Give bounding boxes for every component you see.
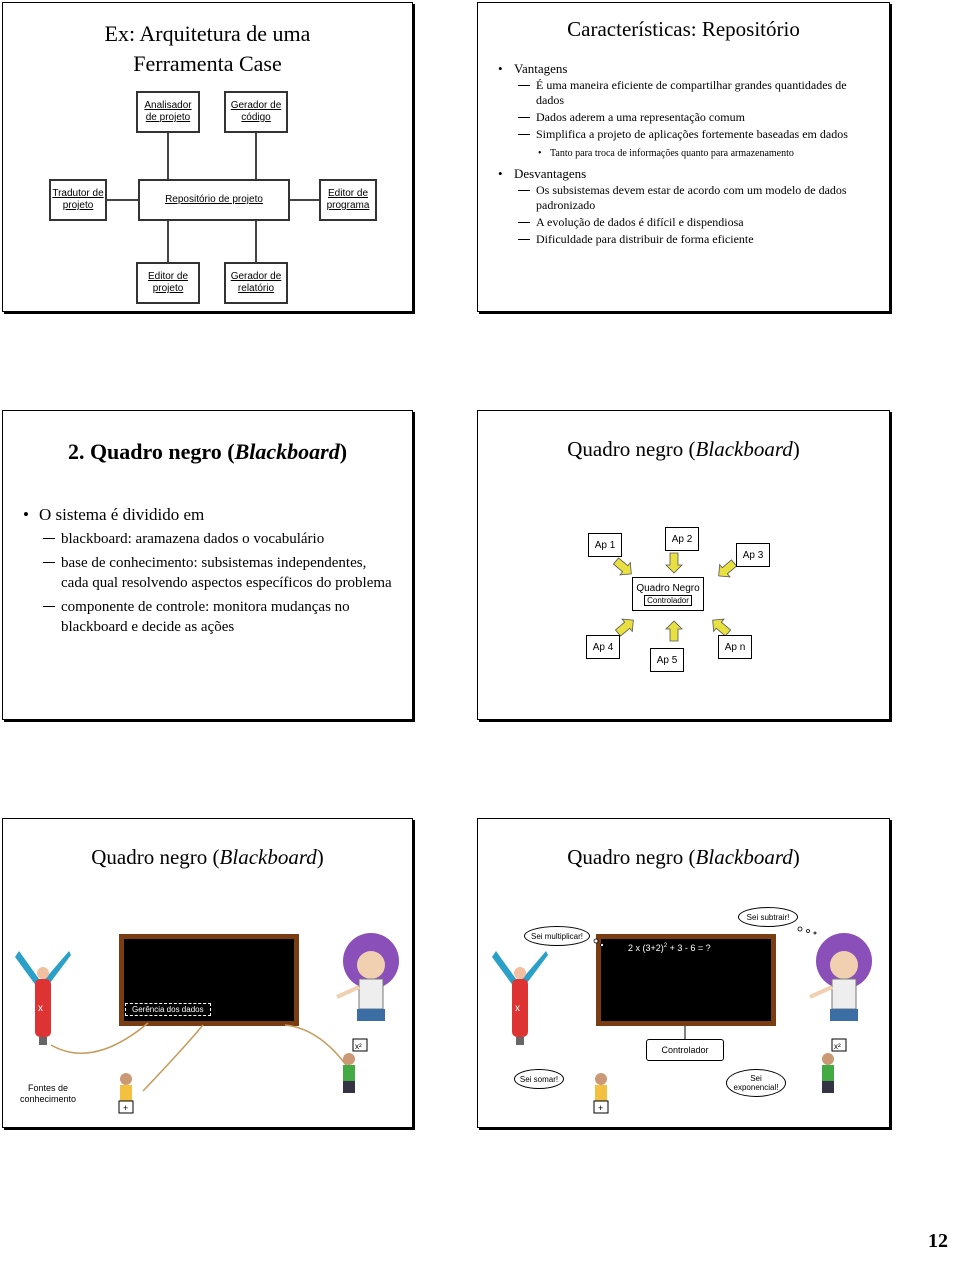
- svg-text:x²: x²: [834, 1042, 841, 1051]
- box-gerador-codigo: Gerador de código: [224, 91, 288, 133]
- slide-3-bullets: [23, 505, 393, 637]
- slide-4-title: Quadro negro (Blackboard): [567, 437, 800, 461]
- svg-text:+: +: [598, 1103, 604, 1113]
- svg-text:x²: x²: [355, 1042, 362, 1051]
- slide-5: [2, 818, 413, 1128]
- girl-figure: [111, 1071, 141, 1117]
- ap2-box: Ap 2: [665, 527, 699, 551]
- apn-box: Ap n: [718, 635, 752, 659]
- svg-text:+: +: [123, 1103, 129, 1113]
- slide-6-title: Quadro negro (Blackboard): [567, 845, 800, 869]
- slide-2: [477, 2, 890, 312]
- slide-6: [477, 818, 890, 1128]
- bubble-sum: Sei somar!: [514, 1069, 564, 1089]
- slide-1-title: Ex: Arquitetura de uma Ferramenta Case: [104, 21, 311, 76]
- professor-figure: [331, 931, 411, 1031]
- slide-2-title: Características: Repositório: [567, 17, 800, 41]
- bullet: Os subsistemas devem estar de acordo com um modelo de dados padronizado: [498, 183, 868, 213]
- svg-text:x: x: [38, 1003, 43, 1014]
- box-gerador-relatorio: Gerador de relatório: [224, 262, 288, 304]
- bullet: • Tanto para troca de informações quanto para armazenamento: [498, 146, 868, 161]
- wind-man-figure: [484, 937, 554, 1047]
- bubble-subtract: Sei subtrair!: [738, 907, 798, 927]
- ap5-box: Ap 5: [650, 648, 684, 672]
- slide-2-bullets: [498, 61, 868, 247]
- bubble-multiply: Sei multiplicar!: [524, 926, 590, 946]
- equation: 2 x $(3+2)^2 + 3 - 6$ = ?: [628, 943, 711, 953]
- sources-label: Fontes de conhecimento: [19, 1083, 77, 1104]
- svg-text:x: x: [515, 1003, 520, 1014]
- bullet: • Vantagens: [498, 61, 868, 76]
- ap3-box: Ap 3: [736, 543, 770, 567]
- bubble-exponential: Sei exponencial!: [726, 1069, 786, 1097]
- slide-1: [2, 2, 413, 312]
- boy-figure: [333, 1037, 369, 1097]
- bullet: Dados aderem a uma representação comum: [498, 110, 868, 125]
- box-tradutor: Tradutor de projeto: [49, 179, 107, 221]
- box-analisador: Analisador de projeto: [136, 91, 200, 133]
- professor-figure: [804, 931, 884, 1031]
- controller-box: Quadro Negro Controlador: [632, 577, 704, 611]
- controller-label: Controlador: [646, 1039, 724, 1061]
- architecture-connectors: [3, 3, 413, 312]
- bullet: Dificuldade para distribuir de forma eficiente: [498, 232, 868, 247]
- slide-3: [2, 410, 413, 720]
- slide-5-title: Quadro negro (Blackboard): [91, 845, 324, 869]
- bullet: componente de controle: monitora mudanças no blackboard e decide as ações: [23, 597, 393, 637]
- bullet: blackboard: aramazena dados o vocabulário: [23, 529, 393, 549]
- box-repositorio: Repositório de projeto: [138, 179, 290, 221]
- bullet: É uma maneira eficiente de compartilhar grandes quantidades de dados: [498, 78, 868, 108]
- bullet: A evolução de dados é difícil e dispendiosa: [498, 215, 868, 230]
- ap1-box: Ap 1: [588, 533, 622, 557]
- box-editor-projeto: Editor de projeto: [136, 262, 200, 304]
- slide-3-title: 2. Quadro negro (Blackboard): [67, 439, 348, 464]
- boy-figure: [812, 1037, 848, 1097]
- bullet: • Desvantagens: [498, 166, 868, 181]
- blackboard-arrows: [478, 411, 890, 720]
- board-label: Gerência dos dados: [125, 1003, 211, 1016]
- bullet: Simplifica a projeto de aplicações fortemente baseadas em dados: [498, 127, 868, 142]
- girl-figure: [586, 1071, 616, 1117]
- bullet: base de conhecimento: subsistemas independentes, cada qual resolvendo aspectos específicos do problema: [23, 553, 393, 593]
- ap4-box: Ap 4: [586, 635, 620, 659]
- page-number: 12: [928, 1230, 948, 1252]
- bullet: • O sistema é dividido em: [23, 505, 393, 525]
- slide-4: [477, 410, 890, 720]
- wind-man-figure: [7, 937, 77, 1047]
- box-editor-programa: Editor de programa: [319, 179, 377, 221]
